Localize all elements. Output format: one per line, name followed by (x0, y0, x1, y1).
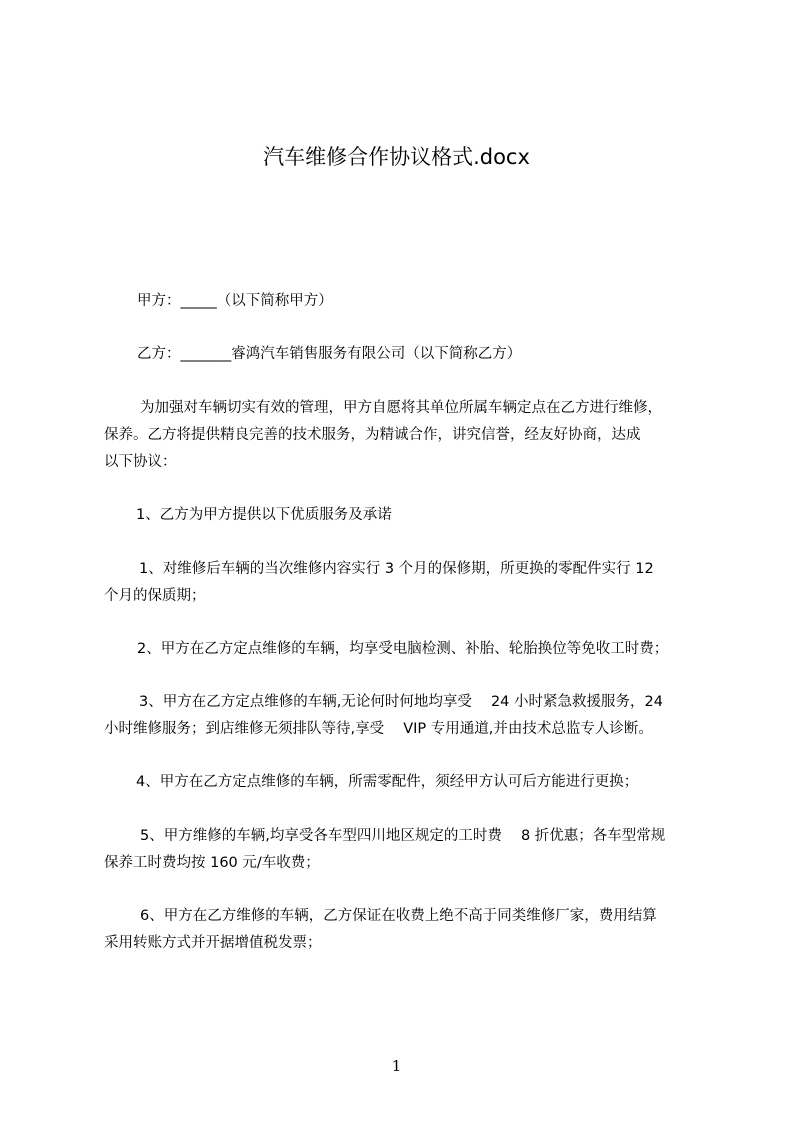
party-b-line: 乙方：_______睿鸿汽车销售服务有限公司（以下简称乙方） (137, 346, 522, 362)
clause-line: 6、甲方在乙方维修的车辆，乙方保证在收费上绝不高于同类维修厂家，费用结算 (140, 908, 657, 924)
document-title: 汽车维修合作协议格式.docx (263, 145, 530, 169)
clause-line: 采用转账方式并开据增值税发票； (104, 935, 322, 951)
page-number: 1 (391, 1057, 402, 1075)
clause-line: 保养工时费均按 160 元/车收费； (104, 855, 320, 871)
paragraph-line: 保养。乙方将提供精良完善的技术服务，为精诚合作，讲究信誉，经友好协商，达成 (104, 427, 641, 443)
party-a-line: 甲方：_____（以下简称甲方） (137, 293, 333, 309)
paragraph-line: 为加强对车辆切实有效的管理，甲方自愿将其单位所属车辆定点在乙方进行维修， (140, 400, 662, 416)
clause-line: 小时维修服务；到店维修无须排队等待,享受 VIP 专用通道,并由技术总监专人诊断。 (104, 721, 653, 737)
clause-line: 5、甲方维修的车辆,均享受各车型四川地区规定的工时费 8 折优惠；各车型常规 (140, 828, 666, 844)
clause-line: 2、甲方在乙方定点维修的车辆，均享受电脑检测、补胎、轮胎换位等免收工时费； (137, 641, 669, 657)
clause-line: 4、甲方在乙方定点维修的车辆，所需零配件，须经甲方认可后方能进行更换； (136, 774, 639, 790)
clause-line: 3、甲方在乙方定点维修的车辆,无论何时何地均享受 24 小时紧急救援服务，24 (139, 694, 663, 710)
paragraph-line: 以下协议： (104, 454, 177, 470)
clause-line: 个月的保质期； (104, 588, 206, 604)
section-heading: 1、乙方为甲方提供以下优质服务及承诺 (136, 507, 392, 523)
clause-line: 1、对维修后车辆的当次维修内容实行 3 个月的保修期，所更换的零配件实行 12 (139, 561, 654, 577)
